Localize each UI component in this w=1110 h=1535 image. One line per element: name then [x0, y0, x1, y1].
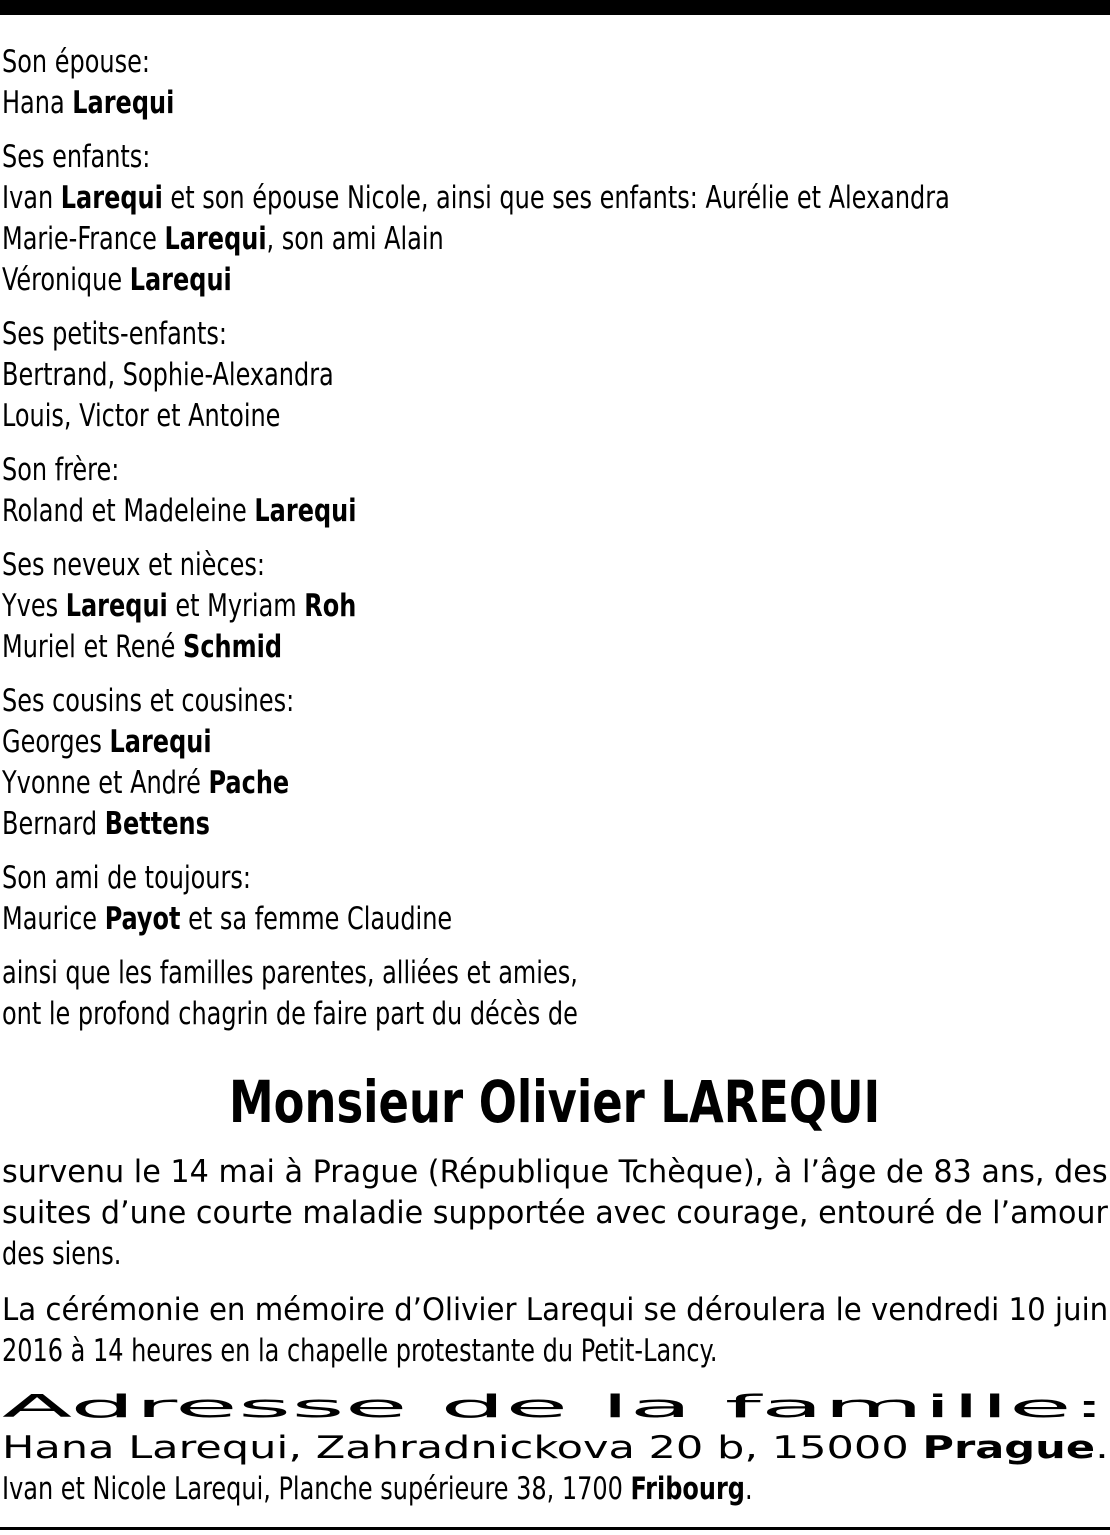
surname: Larequi	[254, 493, 357, 529]
line-text: Ses neveux et nièces:	[2, 547, 265, 583]
family-line	[2, 953, 1108, 994]
surname: Pache	[208, 765, 290, 801]
surname: Payot	[104, 901, 181, 937]
line-text: Ses enfants:	[2, 139, 151, 175]
line-text: Ses petits-enfants:	[2, 316, 227, 352]
line-text: Yvonne et André	[2, 765, 209, 801]
surname: Bettens	[104, 806, 210, 842]
line-text: Yves	[2, 588, 66, 624]
family-line	[2, 491, 1108, 532]
address-end: .	[744, 1471, 753, 1507]
family-line	[2, 450, 1108, 491]
family-line	[2, 763, 1108, 804]
line-text: ont le profond chagrin de faire part du décès de	[2, 996, 578, 1032]
address-line	[2, 1428, 1110, 1469]
line-text: Son ami de toujours:	[2, 860, 251, 896]
line-text: Bertrand, Sophie-Alexandra	[2, 357, 334, 393]
surname: Roh	[304, 588, 357, 624]
surname: Larequi	[72, 85, 175, 121]
family-line	[2, 355, 1108, 396]
address-city: Prague	[922, 1430, 1096, 1466]
line-text: Véronique	[2, 262, 130, 298]
address-text: Ivan et Nicole Larequi, Planche supérieure 38, 1700	[2, 1471, 631, 1507]
line-text: Muriel et René	[2, 629, 184, 665]
surname: Larequi	[65, 588, 168, 624]
section-gap	[2, 845, 1108, 858]
section-gap	[2, 940, 1108, 953]
family-line	[2, 994, 1108, 1035]
family-line	[2, 42, 1108, 83]
line-text: Son frère:	[2, 452, 120, 488]
section-gap	[2, 124, 1108, 137]
surname: Larequi	[164, 221, 267, 257]
line-text: ainsi que les familles parentes, alliées et amies,	[2, 955, 578, 991]
line-text: Roland et Madeleine	[2, 493, 255, 529]
line-text: et Myriam	[167, 588, 305, 624]
family-line	[2, 137, 1108, 178]
family-line	[2, 586, 1108, 627]
line-text: et sa femme Claudine	[180, 901, 453, 937]
family-line	[2, 314, 1108, 355]
family-list	[2, 42, 953, 1035]
address-city: Fribourg	[630, 1471, 745, 1507]
ceremony-paragraph	[2, 1290, 1108, 1372]
line-text: Georges	[2, 724, 110, 760]
circumstances-paragraph	[2, 1152, 1108, 1275]
surname: Larequi	[129, 262, 232, 298]
line-text: Louis, Victor et Antoine	[2, 398, 281, 434]
address-text: Hana Larequi, Zahradnickova 20 b, 15000	[2, 1430, 923, 1466]
line-text: Ivan	[2, 180, 61, 216]
family-line	[2, 545, 1108, 586]
family-line	[2, 627, 1108, 668]
section-gap	[2, 437, 1108, 450]
line-text: et son épouse Nicole, ainsi que ses enfants: Aurélie et Alexandra	[162, 180, 950, 216]
surname: Larequi	[60, 180, 163, 216]
top-rule	[0, 0, 1110, 15]
deceased-name-text: Monsieur Olivier LAREQUI	[229, 1068, 881, 1136]
deceased-name	[0, 1067, 1110, 1137]
family-line	[2, 83, 1108, 124]
line-text: Maurice	[2, 901, 105, 937]
circumstances-line: suites d’une courte maladie supportée avec courage, entouré de l’amour	[2, 1195, 1108, 1231]
surname: Schmid	[183, 629, 283, 665]
address-end: .	[1095, 1430, 1109, 1466]
family-line	[2, 804, 1108, 845]
line-text: Hana	[2, 85, 73, 121]
circumstances-line: des siens.	[2, 1236, 122, 1272]
address-label: Adresse de la famille:	[2, 1389, 1107, 1425]
family-line	[2, 396, 1108, 437]
family-line	[2, 899, 1108, 940]
family-address	[2, 1387, 1108, 1510]
bottom-rule	[0, 1527, 1110, 1530]
circumstances-line: survenu le 14 mai à Prague (République Tchèque), à l’âge de 83 ans, des	[2, 1154, 1108, 1190]
line-text: Ses cousins et cousines:	[2, 683, 295, 719]
family-line	[2, 858, 1108, 899]
family-line	[2, 178, 1108, 219]
address-line	[2, 1469, 953, 1510]
surname: Larequi	[109, 724, 212, 760]
family-line	[2, 681, 1108, 722]
section-gap	[2, 301, 1108, 314]
family-line	[2, 219, 1108, 260]
ceremony-line: 2016 à 14 heures en la chapelle protestante du Petit-Lancy.	[2, 1333, 718, 1369]
ceremony-line: La cérémonie en mémoire d’Olivier Larequi se déroulera le vendredi 10 juin	[2, 1292, 1109, 1328]
family-line	[2, 260, 1108, 301]
line-text: Son épouse:	[2, 44, 150, 80]
line-text: , son ami Alain	[266, 221, 444, 257]
line-text: Bernard	[2, 806, 105, 842]
section-gap	[2, 532, 1108, 545]
section-gap	[2, 668, 1108, 681]
line-text: Marie-France	[2, 221, 165, 257]
family-line	[2, 722, 1108, 763]
family-block	[2, 42, 1108, 1035]
